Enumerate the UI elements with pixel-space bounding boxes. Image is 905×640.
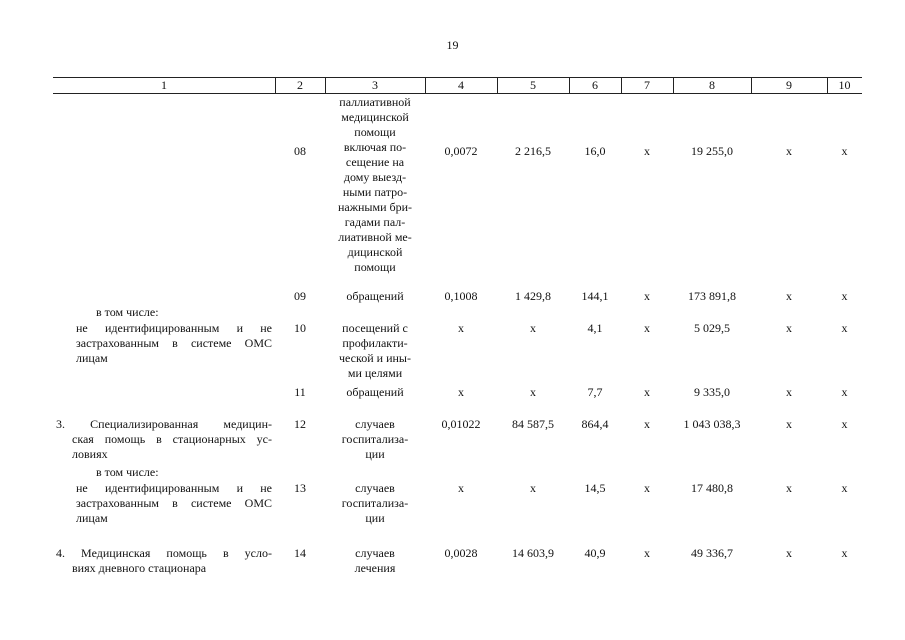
cell-col-5: 2 216,5 <box>515 144 551 158</box>
unit-line: паллиативной <box>339 95 411 109</box>
cell-col-4: х <box>458 321 464 335</box>
cell-col-10: х <box>841 321 848 335</box>
cell-col-4: 0,0072 <box>444 144 478 158</box>
unit-cell <box>325 546 425 576</box>
cell-col-9: х <box>786 546 792 560</box>
label-line: ская помощь в стационарных ус- <box>72 432 272 446</box>
label-line: не идентифицированным и не <box>76 321 272 335</box>
cell-col-10: х <box>841 546 848 560</box>
row-code: 14 <box>294 546 306 560</box>
label-line: виях дневного стационара <box>72 561 207 575</box>
including-label: в том числе: <box>96 305 159 319</box>
unit-line: госпитализа- <box>341 496 409 510</box>
label-line: лицам <box>76 351 108 365</box>
cell-col-4: 0,1008 <box>444 289 478 303</box>
including-label: в том числе: <box>96 465 159 479</box>
cell-col-7: х <box>644 321 650 335</box>
cell-col-6: 14,5 <box>584 481 606 495</box>
header-col-2: 2 <box>297 78 303 92</box>
header-col-9: 9 <box>786 78 792 92</box>
unit-line: случаев <box>355 417 395 431</box>
cell-col-6: 40,9 <box>584 546 606 560</box>
unit-line: помощи <box>354 125 396 139</box>
unit-line: лечения <box>354 561 396 575</box>
unit-line: помощи <box>354 260 396 274</box>
row-code: 12 <box>294 417 306 431</box>
header-col-10: 10 <box>838 78 851 92</box>
cell-col-6: 7,7 <box>587 385 603 399</box>
cell-col-9: х <box>786 417 792 431</box>
row-code: 09 <box>294 289 306 303</box>
unit-line: ми целями <box>347 366 403 380</box>
header-col-5: 5 <box>530 78 536 92</box>
unit-line: сещение на <box>345 155 405 169</box>
unit-cell <box>325 289 425 304</box>
cell-col-10: х <box>841 417 848 431</box>
header-col-3: 3 <box>372 78 378 92</box>
cell-col-5: х <box>530 481 536 495</box>
unit-line: дицинской <box>347 245 403 259</box>
header-col-1: 1 <box>161 78 167 92</box>
cell-col-9: х <box>786 289 792 303</box>
cell-col-7: х <box>644 546 650 560</box>
cell-col-4: х <box>458 385 464 399</box>
cell-col-4: х <box>458 481 464 495</box>
cell-col-7: х <box>644 289 650 303</box>
unit-line: ческой и ины- <box>339 351 411 365</box>
cell-col-8: 5 029,5 <box>694 321 730 335</box>
cell-col-4: 0,01022 <box>441 417 481 431</box>
label-line: 4. Медицинская помощь в усло- <box>56 546 272 560</box>
cell-col-9: х <box>786 385 792 399</box>
row-code: 08 <box>294 144 306 158</box>
unit-line: включая по- <box>343 140 407 154</box>
unit-line: случаев <box>355 481 395 495</box>
cell-col-5: х <box>530 385 536 399</box>
cell-col-4: 0,0028 <box>444 546 478 560</box>
cell-col-5: 1 429,8 <box>515 289 551 303</box>
unit-cell <box>325 481 425 526</box>
cell-col-9: х <box>786 144 792 158</box>
cell-col-9: х <box>786 481 792 495</box>
header-col-7: 7 <box>644 78 650 92</box>
unit-line: ными патро- <box>342 185 408 199</box>
cell-col-10: х <box>841 481 848 495</box>
page-number: 19 <box>446 38 459 52</box>
cell-col-10: х <box>841 144 848 158</box>
cell-col-9: х <box>786 321 792 335</box>
cell-col-8: 17 480,8 <box>691 481 733 495</box>
cell-col-5: 14 603,9 <box>512 546 554 560</box>
unit-cell <box>325 321 425 381</box>
label-line: не идентифицированным и не <box>76 481 272 495</box>
row-label <box>76 481 272 526</box>
unit-cell <box>325 417 425 462</box>
row-label <box>56 546 272 576</box>
cell-col-8: 173 891,8 <box>688 289 736 303</box>
row-code: 10 <box>294 321 306 335</box>
unit-line: профилакти- <box>342 336 408 350</box>
row-label <box>56 417 272 462</box>
unit-line: гадами пал- <box>344 215 406 229</box>
cell-col-6: 864,4 <box>581 417 609 431</box>
cell-col-7: х <box>644 385 650 399</box>
unit-cell <box>325 95 425 275</box>
label-line: застрахованным в системе ОМС <box>76 336 272 350</box>
cell-col-5: 84 587,5 <box>512 417 554 431</box>
unit-line: медицинской <box>341 110 409 124</box>
label-line: застрахованным в системе ОМС <box>76 496 272 510</box>
row-code: 13 <box>294 481 306 495</box>
cell-col-6: 16,0 <box>584 144 606 158</box>
unit-line: госпитализа- <box>341 432 409 446</box>
row-label <box>76 321 272 366</box>
unit-line: дому выезд- <box>343 170 407 184</box>
cell-col-8: 19 255,0 <box>691 144 733 158</box>
cell-col-7: х <box>644 417 650 431</box>
label-line: 3. Специализированная медицин- <box>56 417 272 431</box>
header-col-8: 8 <box>709 78 715 92</box>
label-line: ловиях <box>72 447 108 461</box>
unit-line: нажными бри- <box>337 200 413 214</box>
unit-line: лиативной ме- <box>338 230 412 244</box>
unit-line: посещений с <box>342 321 408 335</box>
cell-col-8: 49 336,7 <box>691 546 733 560</box>
cell-col-10: х <box>841 385 848 399</box>
unit-line: обращений <box>346 385 404 399</box>
cell-col-6: 4,1 <box>587 321 603 335</box>
unit-line: ции <box>365 447 385 461</box>
cell-col-8: 1 043 038,3 <box>683 417 741 431</box>
unit-line: ции <box>365 511 385 525</box>
cell-col-10: х <box>841 289 848 303</box>
header-col-4: 4 <box>458 78 464 92</box>
unit-line: случаев <box>355 546 395 560</box>
cell-col-8: 9 335,0 <box>694 385 730 399</box>
unit-line: обращений <box>346 289 404 303</box>
cell-col-7: х <box>644 144 650 158</box>
label-line: лицам <box>76 511 108 525</box>
cell-col-7: х <box>644 481 650 495</box>
header-col-6: 6 <box>592 78 598 92</box>
unit-cell <box>325 385 425 400</box>
cell-col-5: х <box>530 321 536 335</box>
table-header-bottom-border <box>53 93 862 94</box>
row-code: 11 <box>294 385 306 399</box>
cell-col-6: 144,1 <box>581 289 609 303</box>
